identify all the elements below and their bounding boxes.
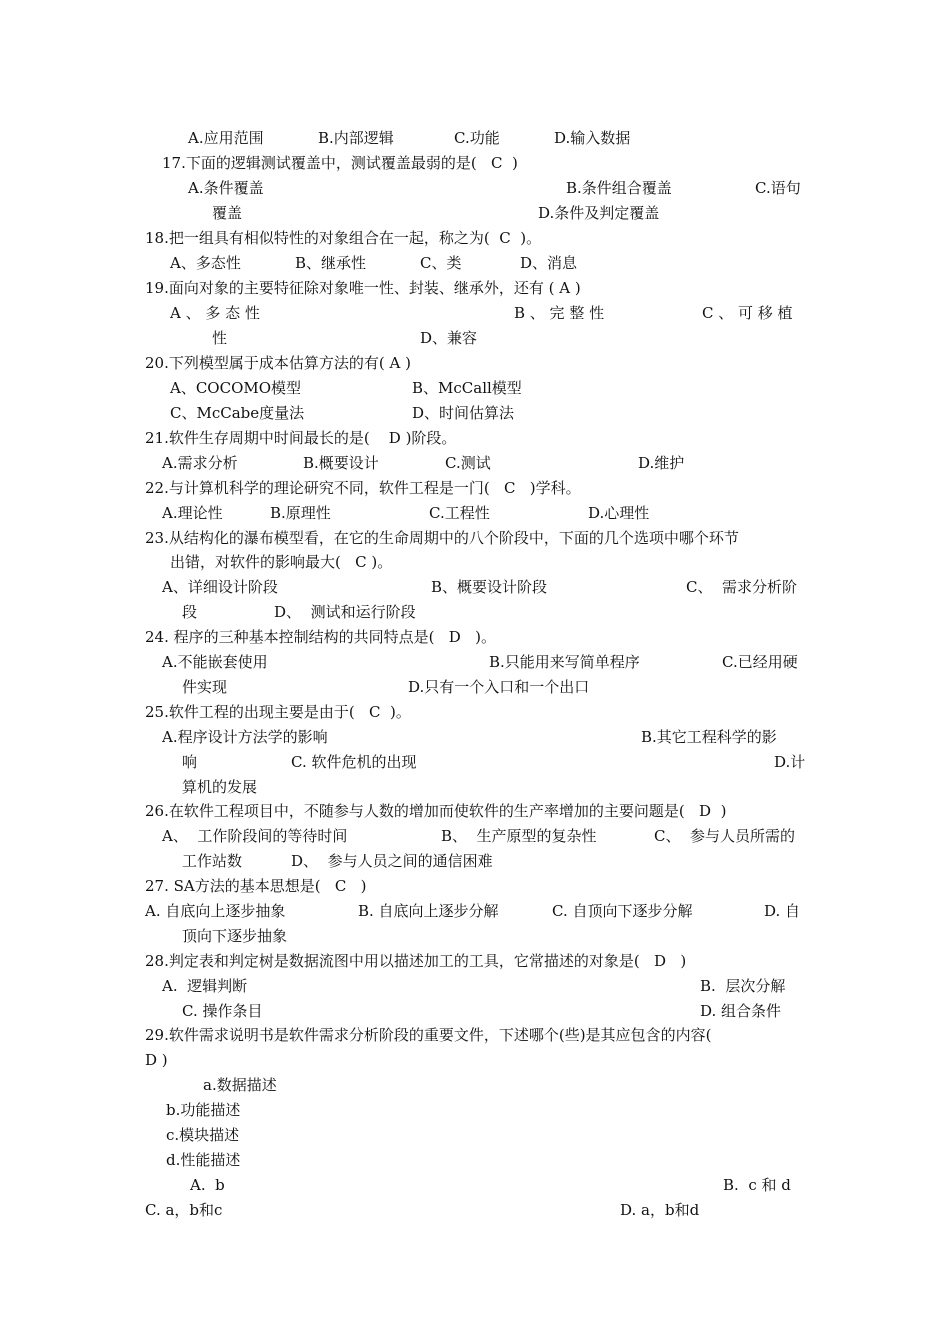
q23-option-c: C、 需求分析阶 bbox=[686, 578, 798, 596]
q25-stem: 25.软件工程的出现主要是由于( C )。 bbox=[145, 703, 411, 721]
q28-option-c: C. 操作条目 bbox=[182, 1002, 263, 1020]
q22-option-c: C.工程性 bbox=[429, 504, 490, 522]
q29-stem-cont: D ) bbox=[145, 1051, 168, 1069]
q26-option-b: B、 生产原型的复杂性 bbox=[441, 827, 597, 845]
q26-stem: 26.在软件工程项目中，不随参与人数的增加而使软件的生产率增加的主要问题是( D ) bbox=[145, 802, 727, 820]
q29-item-a: a.数据描述 bbox=[203, 1076, 277, 1094]
q27-option-b: B. 自底向上逐步分解 bbox=[358, 902, 499, 920]
q22-option-d: D.心理性 bbox=[588, 504, 650, 522]
q16-option-b: B.内部逻辑 bbox=[318, 129, 394, 147]
q22-option-b: B.原理性 bbox=[270, 504, 331, 522]
q21-option-b: B.概要设计 bbox=[303, 454, 379, 472]
q27-stem: 27. SA方法的基本思想是( C ) bbox=[145, 877, 367, 895]
q27-option-a: A. 自底向上逐步抽象 bbox=[145, 902, 286, 920]
q20-option-d: D、时间估算法 bbox=[412, 404, 515, 422]
q17-option-a: A.条件覆盖 bbox=[188, 179, 264, 197]
q29-option-c: C. a，b和c bbox=[145, 1201, 223, 1219]
q18-option-a: A、多态性 bbox=[170, 254, 241, 272]
q19-option-d: D、兼容 bbox=[420, 329, 478, 347]
q27-option-d-cont: 顶向下逐步抽象 bbox=[182, 927, 288, 945]
q20-option-b: B、McCall模型 bbox=[412, 379, 522, 397]
q29-item-b: b.功能描述 bbox=[166, 1101, 241, 1119]
q17-option-c-cont: 覆盖 bbox=[212, 204, 243, 222]
q18-option-b: B、继承性 bbox=[295, 254, 367, 272]
q17-option-c: C.语句 bbox=[755, 179, 801, 197]
q21-option-a: A.需求分析 bbox=[162, 454, 238, 472]
q23-option-d: D、 测试和运行阶段 bbox=[274, 603, 416, 621]
q28-stem: 28.判定表和判定树是数据流图中用以描述加工的工具，它常描述的对象是( D ) bbox=[145, 952, 687, 970]
q24-stem: 24. 程序的三种基本控制结构的共同特点是( D )。 bbox=[145, 628, 496, 646]
q17-option-b: B.条件组合覆盖 bbox=[566, 179, 672, 197]
q19-option-b: B 、 完 整 性 bbox=[514, 304, 605, 322]
q26-option-c-cont: 工作站数 bbox=[182, 852, 243, 870]
q25-option-d-cont: 算机的发展 bbox=[182, 778, 258, 796]
q29-option-a: A. b bbox=[190, 1176, 225, 1194]
q29-item-d: d.性能描述 bbox=[166, 1151, 241, 1169]
q19-stem: 19.面向对象的主要特征除对象唯一性、封装、继承外，还有 ( A ) bbox=[145, 279, 581, 297]
q23-option-b: B、概要设计阶段 bbox=[431, 578, 548, 596]
q24-option-c-cont: 件实现 bbox=[182, 678, 228, 696]
q29-stem: 29.软件需求说明书是软件需求分析阶段的重要文件，下述哪个(些)是其应包含的内容( bbox=[145, 1026, 712, 1044]
q18-option-d: D、消息 bbox=[520, 254, 578, 272]
q20-option-c: C、McCabe度量法 bbox=[170, 404, 305, 422]
q20-stem: 20.下列模型属于成本估算方法的有( A ) bbox=[145, 354, 411, 372]
q28-option-a: A. 逻辑判断 bbox=[162, 977, 248, 995]
q28-option-d: D. 组合条件 bbox=[700, 1002, 782, 1020]
q19-option-c-cont: 性 bbox=[212, 329, 228, 347]
q26-option-a: A、 工作阶段间的等待时间 bbox=[162, 827, 348, 845]
q26-option-c: C、 参与人员所需的 bbox=[654, 827, 796, 845]
q23-option-a: A、详细设计阶段 bbox=[162, 578, 278, 596]
q16-option-a: A.应用范围 bbox=[188, 129, 264, 147]
q23-stem-cont: 出错，对软件的影响最大( C )。 bbox=[170, 553, 393, 571]
q25-option-b: B.其它工程科学的影 bbox=[641, 728, 777, 746]
q17-stem: 17.下面的逻辑测试覆盖中，测试覆盖最弱的是( C ) bbox=[162, 154, 518, 172]
q21-option-d: D.维护 bbox=[638, 454, 685, 472]
q24-option-b: B.只能用来写简单程序 bbox=[489, 653, 640, 671]
q19-option-c: C 、 可 移 植 bbox=[702, 304, 793, 322]
q25-option-c: C. 软件危机的出现 bbox=[291, 753, 417, 771]
q25-option-d: D.计 bbox=[774, 753, 806, 771]
q24-option-c: C.已经用硬 bbox=[722, 653, 798, 671]
q23-option-c-cont: 段 bbox=[182, 603, 198, 621]
q25-option-a: A.程序设计方法学的影响 bbox=[162, 728, 328, 746]
q27-option-d: D. 自 bbox=[764, 902, 801, 920]
q21-stem: 21.软件生存周期中时间最长的是( D )阶段。 bbox=[145, 429, 457, 447]
q29-option-d: D. a，b和d bbox=[620, 1201, 700, 1219]
q21-option-c: C.测试 bbox=[445, 454, 491, 472]
q22-option-a: A.理论性 bbox=[162, 504, 223, 522]
q25-option-b-cont: 响 bbox=[182, 753, 198, 771]
q20-option-a: A、COCOMO模型 bbox=[170, 379, 302, 397]
q24-option-a: A.不能嵌套使用 bbox=[162, 653, 268, 671]
q19-option-a: A 、 多 态 性 bbox=[170, 304, 260, 322]
q22-stem: 22.与计算机科学的理论研究不同，软件工程是一门( C )学科。 bbox=[145, 479, 581, 497]
q17-option-d: D.条件及判定覆盖 bbox=[538, 204, 660, 222]
q28-option-b: B. 层次分解 bbox=[700, 977, 786, 995]
q18-stem: 18.把一组具有相似特性的对象组合在一起，称之为( C )。 bbox=[145, 229, 542, 247]
q18-option-c: C、类 bbox=[420, 254, 462, 272]
q16-option-d: D.输入数据 bbox=[554, 129, 631, 147]
q29-option-b: B. c 和 d bbox=[723, 1176, 791, 1194]
q24-option-d: D.只有一个入口和一个出口 bbox=[408, 678, 590, 696]
q26-option-d: D、 参与人员之间的通信困难 bbox=[291, 852, 493, 870]
q29-item-c: c.模块描述 bbox=[166, 1126, 240, 1144]
q16-option-c: C.功能 bbox=[454, 129, 500, 147]
q27-option-c: C. 自顶向下逐步分解 bbox=[552, 902, 693, 920]
q23-stem: 23.从结构化的瀑布模型看，在它的生命周期中的八个阶段中，下面的几个选项中哪个环节 bbox=[145, 529, 739, 547]
